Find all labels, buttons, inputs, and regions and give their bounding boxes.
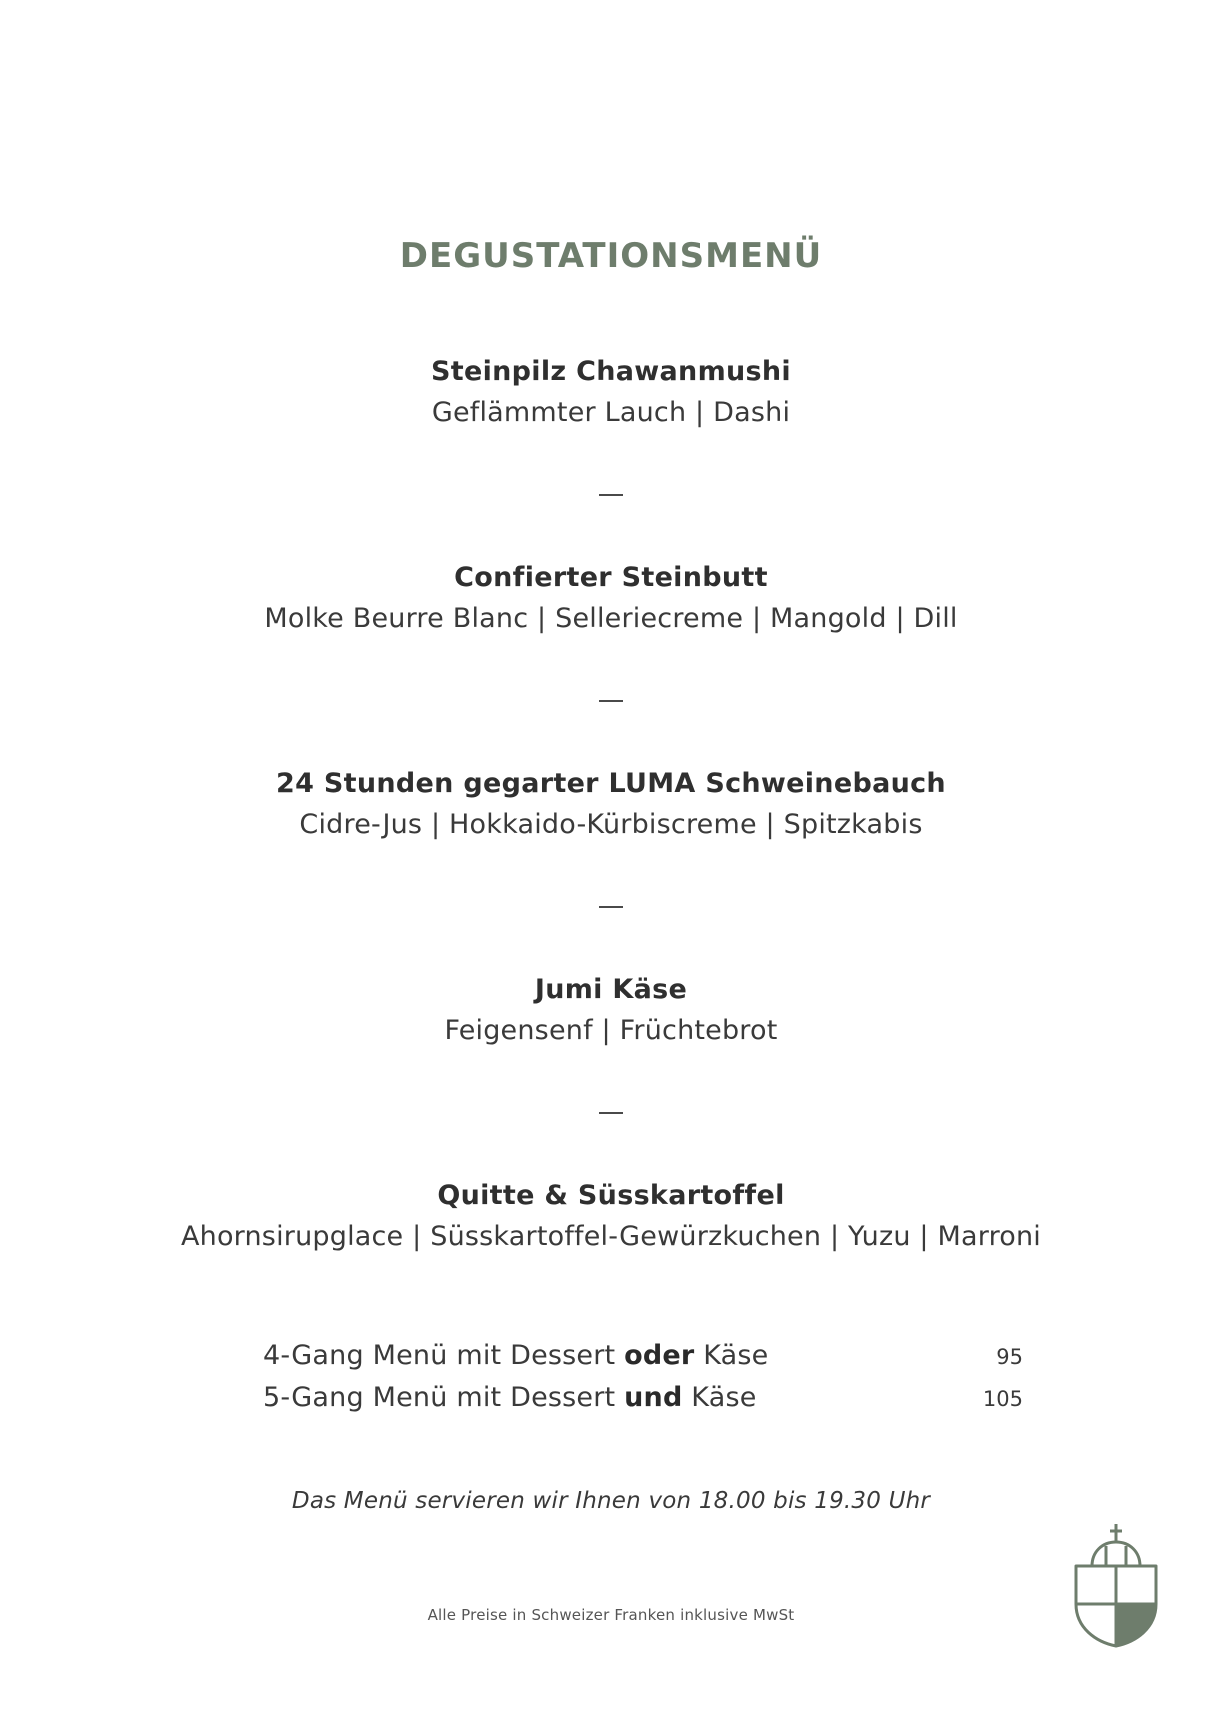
course-description: Ahornsirupglace | Süsskartoffel-Gewürzkuchen | Yuzu | Marroni xyxy=(180,1221,1042,1252)
service-time-note: Das Menü servieren wir Ihnen von 18.00 bis 19.30 Uhr xyxy=(291,1488,931,1514)
course-separator xyxy=(599,906,623,908)
course-4 xyxy=(0,970,1222,1052)
menu-title: DEGUSTATIONSMENÜ xyxy=(399,236,823,276)
course-name: Confierter Steinbutt xyxy=(454,562,768,593)
course-2 xyxy=(0,558,1222,640)
price-value: 105 xyxy=(982,1387,1023,1411)
course-separator xyxy=(599,1112,623,1114)
price-list xyxy=(263,1340,1023,1424)
course-name: Steinpilz Chawanmushi xyxy=(431,356,791,387)
course-name: Jumi Käse xyxy=(534,974,688,1005)
course-1 xyxy=(0,352,1222,434)
price-row xyxy=(263,1382,1023,1424)
course-description: Feigensenf | Früchtebrot xyxy=(444,1015,778,1046)
course-description: Cidre-Jus | Hokkaido-Kürbiscreme | Spitzkabis xyxy=(299,809,923,840)
course-5 xyxy=(0,1176,1222,1258)
course-separator xyxy=(599,700,623,702)
price-emphasis: und xyxy=(624,1382,683,1413)
price-label: 4-Gang Menü mit Dessert oder Käse xyxy=(263,1340,769,1371)
crest-shield-icon xyxy=(1070,1522,1162,1648)
course-separator xyxy=(599,494,623,496)
course-description: Geflämmter Lauch | Dashi xyxy=(431,397,791,428)
course-3 xyxy=(0,764,1222,846)
course-name: 24 Stunden gegarter LUMA Schweinebauch xyxy=(276,768,946,799)
price-footnote: Alle Preise in Schweizer Franken inklusive MwSt xyxy=(427,1606,795,1624)
price-row xyxy=(263,1340,1023,1382)
course-name: Quitte & Süsskartoffel xyxy=(437,1180,785,1211)
price-value: 95 xyxy=(996,1345,1023,1369)
course-description: Molke Beurre Blanc | Selleriecreme | Mangold | Dill xyxy=(264,603,958,634)
price-label: 5-Gang Menü mit Dessert und Käse xyxy=(263,1382,757,1413)
price-emphasis: oder xyxy=(624,1340,695,1371)
